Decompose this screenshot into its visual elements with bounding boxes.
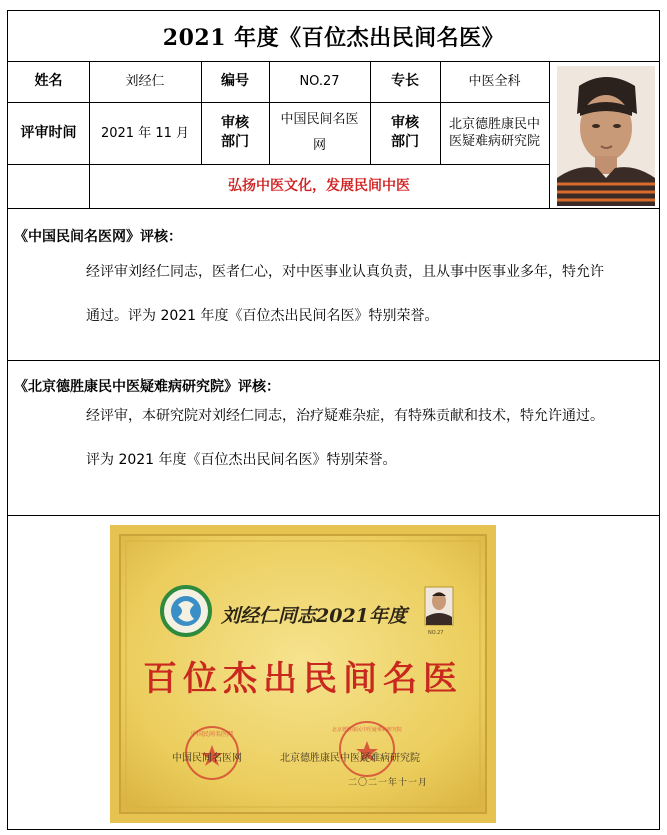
review-section-1 bbox=[8, 208, 659, 360]
section-divider bbox=[8, 515, 659, 516]
cert-date: 二〇二一年十一月 bbox=[348, 778, 429, 788]
certificate-image bbox=[110, 525, 496, 823]
specialty-label: 专长 bbox=[391, 73, 419, 89]
id-value: NO.27 bbox=[299, 74, 340, 89]
cert-main-title: 百位杰出民间名医 bbox=[143, 659, 463, 699]
review-dept-value-1: 中国民间名医网 bbox=[280, 112, 359, 153]
review-text-1-line-2: 通过。评为 2021 年度《百位杰出民间名医》特别荣誉。 bbox=[86, 308, 439, 324]
review-heading-1: 《中国民间名医网》评核： bbox=[14, 229, 182, 245]
svg-text:北京德胜康民中医疑难病研究院: 北京德胜康民中医疑难病研究院 bbox=[331, 727, 403, 733]
review-text-1-line-1: 经评审刘经仁同志，医者仁心，对中医事业认真负责，且从事中医事业多年，特允许 bbox=[86, 264, 604, 280]
review-time-value: 2021 年 11 月 bbox=[100, 125, 190, 141]
id-label: 编号 bbox=[221, 73, 249, 89]
review-dept-label-2: 审核部门 bbox=[391, 115, 419, 150]
name-label: 姓名 bbox=[34, 73, 63, 89]
review-text-2-line-2: 评为 2021 年度《百位杰出民间名医》特别荣誉。 bbox=[86, 452, 397, 468]
review-heading-2: 《北京德胜康民中医疑难病研究院》评核： bbox=[14, 379, 280, 395]
review-text-2-line-1: 经评审，本研究院对刘经仁同志，治疗疑难杂症，有特殊贡献和技术，特允许通过。 bbox=[86, 408, 604, 424]
review-section-2 bbox=[8, 360, 659, 516]
cert-subtitle: 刘经仁同志2021年度 bbox=[221, 605, 407, 627]
cert-issuer-2: 北京德胜康民中医疑难病研究院 bbox=[280, 753, 420, 764]
review-dept-label-1: 审核部门 bbox=[221, 115, 249, 150]
name-value: 刘经仁 bbox=[125, 74, 165, 89]
cert-photo-no: NO.27 bbox=[428, 630, 444, 636]
doctor-photo bbox=[557, 66, 655, 206]
col-divider bbox=[549, 61, 550, 208]
svg-text:中国民间名医网: 中国民间名医网 bbox=[190, 731, 234, 738]
review-time-label: 评审时间 bbox=[20, 124, 77, 141]
slogan: 弘扬中医文化，发展民间中医 bbox=[228, 177, 410, 194]
cert-emblem-icon bbox=[162, 587, 210, 635]
certificate-document bbox=[7, 10, 660, 830]
cert-issuer-1: 中国民间名医网 bbox=[172, 753, 242, 764]
specialty-value: 中医全科 bbox=[468, 74, 521, 89]
review-dept-value-2: 北京德胜康民中医疑难病研究院 bbox=[448, 117, 540, 149]
page-title: 2021 年度《百位杰出民间名医》 bbox=[8, 11, 659, 62]
